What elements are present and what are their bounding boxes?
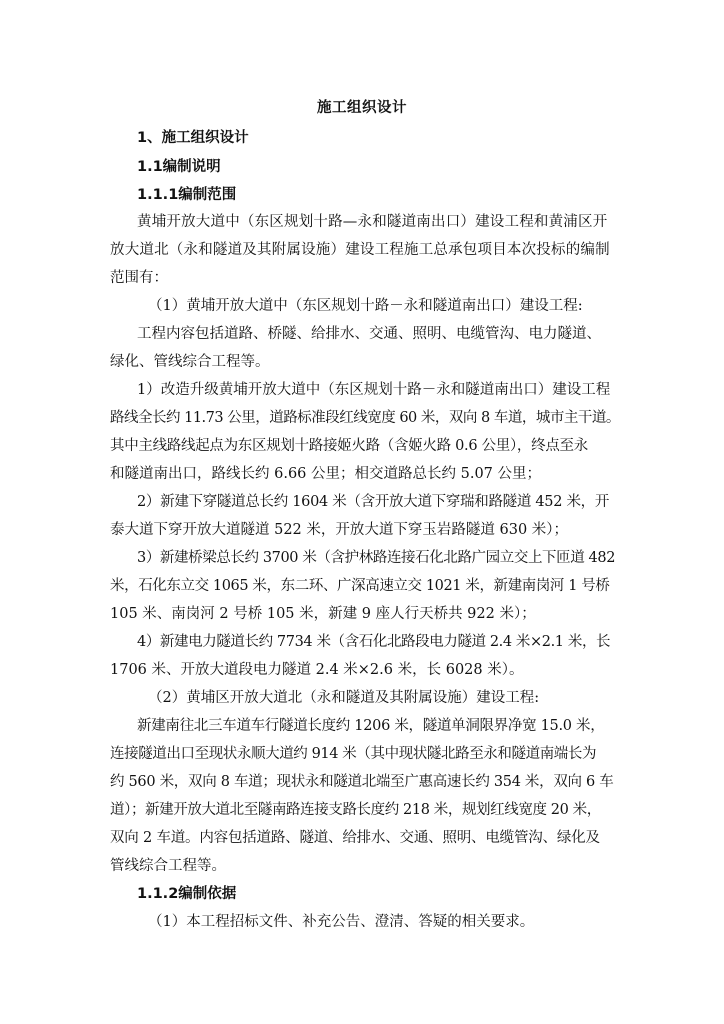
text-line: 放大道北（永和隧道及其附属设施）建设工程施工总承包项目本次投标的编制 [110,242,610,258]
text-line: 3）新建桥梁总长约 3700 米（含护林路连接石化北路广园立交上下匝道 482 [137,550,616,566]
text-line: 工程内容包括道路、桥隧、给排水、交通、照明、电缆管沟、电力隧道、 [137,326,601,342]
text-line: 1706 米、开放大道段电力隧道 2.4 米×2.6 米，长 6028 米）。 [110,662,524,678]
text-line: 约 560 米，双向 8 车道；现状永和隧道北端至广惠高速长约 354 米，双向 6 车 [110,774,614,790]
page-title: 施工组织设计 [317,100,407,116]
text-line: 路线全长约 11.73 公里，道路标准段红线宽度 60 米，双向 8 车道，城市主干道。 [110,410,620,426]
heading-level-2: 1.1编制说明 [137,159,221,175]
heading-level-1: 1、施工组织设计 [137,130,249,146]
text-line: （2）黄埔区开放大道北（永和隧道及其附属设施）建设工程: [148,690,540,706]
text-line: 双向 2 车道。内容包括道路、隧道、给排水、交通、照明、电缆管沟、绿化及 [110,830,600,846]
text-line: （1）本工程招标文件、补充公告、澄清、答疑的相关要求。 [148,914,535,930]
text-line: 4）新建电力隧道长约 7734 米（含石化北路段电力隧道 2.4 米×2.1 米，长 [137,634,611,650]
text-line: （1）黄埔开放大道中（东区规划十路－永和隧道南出口）建设工程: [148,298,583,314]
text-line: 管线综合工程等。 [110,858,226,874]
text-line: 105 米、南岗河 2 号桥 105 米，新建 9 座人行天桥共 922 米）； [110,606,536,622]
text-line: 其中主线路线起点为东区规划十路接姬火路（含姬火路 0.6 公里），终点至永 [110,438,588,454]
text-line: 泰大道下穿开放大道隧道 522 米，开放大道下穿玉岩路隧道 630 米）； [110,522,569,538]
text-line: 黄埔开放大道中（东区规划十路—永和隧道南出口）建设工程和黄浦区开 [137,214,608,230]
text-line: 1）改造升级黄埔开放大道中（东区规划十路－永和隧道南出口）建设工程 [137,382,611,398]
text-line: 和隧道南出口，路线长约 6.66 公里；相交道路总长约 5.07 公里； [110,466,542,482]
text-line: 新建南往北三车道车行隧道长度约 1206 米，隧道单洞限界净宽 15.0 米， [137,718,605,734]
text-line: 范围有： [110,270,168,286]
heading-level-3-scope: 1.1.1编制范围 [137,187,237,203]
text-line: 绿化、管线综合工程等。 [110,354,270,370]
text-line: 连接隧道出口至现状永顺大道约 914 米（其中现状隧北路至永和隧道南端长为 [110,746,597,762]
heading-level-3-basis: 1.1.2编制依据 [137,886,237,902]
text-line: 2）新建下穿隧道总长约 1604 米（含开放大道下穿瑞和路隧道 452 米，开 [137,494,610,510]
text-line: 米，石化东立交 1065 米，东二环、广深高速立交 1021 米，新建南岗河 1 号桥 [110,578,610,594]
text-line: 道）；新建开放大道北至隧南路连接支路长度约 218 米，规划红线宽度 20 米， [110,802,601,818]
